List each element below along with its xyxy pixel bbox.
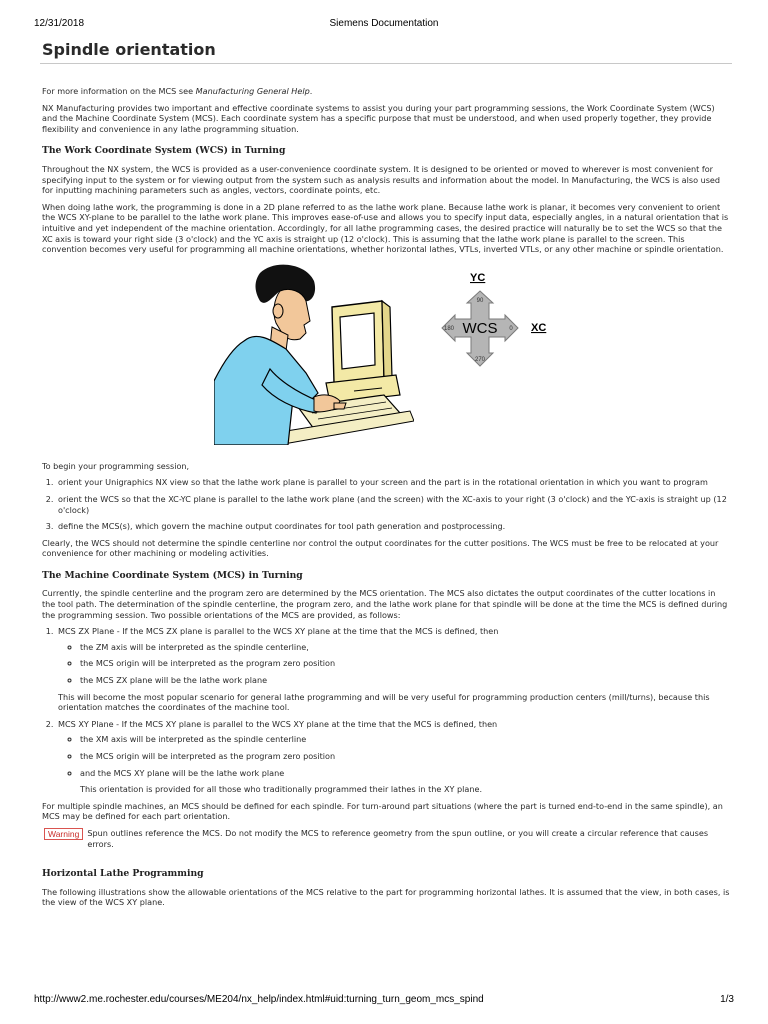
title-divider: [40, 63, 732, 64]
programming-steps: [42, 477, 730, 531]
article-body: [42, 86, 730, 914]
list-item: ◦ the MCS origin will be interpreted as the program zero position: [80, 658, 730, 669]
mcs-xy-note: This orientation is provided for all those who traditionally programmed their lathes in the XY plane.: [80, 784, 483, 795]
list-item: ◦ the MCS ZX plane will be the lathe work plane: [80, 675, 730, 686]
more-info-paragraph: [42, 86, 730, 97]
xc-axis-label: XC: [531, 321, 547, 334]
more-info-prefix: For more information on the MCS see: [42, 86, 196, 96]
list-item: 3. define the MCS(s), which govern the machine output coordinates for tool path generation and postprocessing.: [56, 521, 730, 532]
manufacturing-help-link[interactable]: Manufacturing General Help: [195, 86, 310, 96]
list-item: 2. orient the WCS so that the XC-YC plane is parallel to the lathe work plane (and the screen) with the XC-axis to your right (3 o'clock) and the YC-axis is straight up (12 o'clock): [56, 494, 730, 515]
mcs-xy-text: MCS XY Plane - If the MCS XY plane is parallel to the WCS XY plane at the time that the MCS is defined, then: [58, 718, 498, 729]
wcs-direction-diagram: [430, 269, 570, 387]
intro-paragraph: NX Manufacturing provides two important and effective coordinate systems to assist you during your part programming sessions, the Work Coordinate System (WCS) and the Machine Coordinate System (MCS). Each coordinate system has a specific purpose that must be understood, and when used properly together, they provide flexibility and convenience in any lathe programming situation.: [42, 102, 715, 134]
warning-note: [44, 828, 730, 849]
angle-180-label: 180: [443, 325, 455, 332]
mcs-zx-sublist: [58, 642, 730, 686]
clearly-paragraph: Clearly, the WCS should not determine the spindle centerline nor control the output coordinates for the cutter positions. The WCS must be free to be relocated at your convenience for other machining or modeling activities.: [42, 537, 719, 559]
mcs-zx-text: MCS ZX Plane - If the MCS ZX plane is parallel to the WCS XY plane at the time that the MCS is defined, then: [58, 626, 499, 637]
angle-270-label: 270: [474, 356, 486, 363]
list-item: 1. orient your Unigraphics NX view so that the lathe work plane is parallel to your screen and the part is in the rotational orientation in which you want to program: [56, 477, 730, 488]
programming-intro: To begin your programming session,: [42, 460, 190, 471]
horizontal-lathe-heading: Horizontal Lathe Programming: [42, 868, 204, 880]
more-info-suffix: .: [309, 86, 313, 96]
mcs-zx-note: This will become the most popular scenario for general lathe programming and will be very useful for programming production centers (mill/turns), because this orientation matches the coordinates of the machine tool.: [58, 691, 710, 713]
mcs-orientation-list: [42, 626, 730, 795]
list-item: ◦ and the MCS XY plane will be the lathe work plane: [80, 768, 730, 779]
warning-badge: Warning: [44, 828, 83, 840]
page-number: 1/3: [720, 994, 734, 1005]
wcs-figure: [42, 261, 730, 447]
print-doc-title: Siemens Documentation: [329, 18, 439, 29]
mcs-paragraph: Currently, the spindle centerline and the program zero are determined by the MCS orientation. The MCS also dictates the output coordinates of the cutter locations in the tool path. The determination of the spindle centerline, the program zero, and the lathe work plane for that spindle will be done at the time the MCS is defined during the programming session. Two possible orientations of the MCS are provided, as follows:: [42, 588, 728, 620]
horizontal-lathe-paragraph: The following illustrations show the allowable orientations of the MCS relative to the part for programming horizontal lathes. It is assumed that the view, in both cases, is the view of the WCS XY plane.: [42, 886, 730, 908]
multiple-spindle-paragraph: For multiple spindle machines, an MCS should be defined for each spindle. For turn-around part situations (where the part is turned end-to-end in the same spindle), an MCS may be defined for each part orientation.: [42, 800, 723, 822]
angle-0-label: 0: [509, 325, 513, 332]
wcs-paragraph-1: Throughout the NX system, the WCS is provided as a user-convenience coordinate system. It is designed to be oriented or moved to wherever is most convenient for specifying input to the system or for viewing output from the system such as analysis results and information about the model. In Manufacturing, the WCS is also used for inputting machining parameters such as angles, vectors, coordinate points, etc.: [42, 163, 721, 196]
list-item: [56, 719, 730, 795]
list-item: ◦ the MCS origin will be interpreted as the program zero position: [80, 751, 730, 762]
angle-90-label: 90: [476, 297, 484, 304]
person-at-computer-illustration: [214, 261, 414, 445]
mcs-heading: The Machine Coordinate System (MCS) in Turning: [42, 569, 303, 581]
yc-axis-label: YC: [470, 271, 486, 284]
print-date: 12/31/2018: [34, 18, 85, 29]
wcs-center-label: WCS: [462, 319, 498, 337]
list-item: ◦ the ZM axis will be interpreted as the spindle centerline,: [80, 642, 730, 653]
print-url[interactable]: http://www2.me.rochester.edu/courses/ME204/nx_help/index.html#uid:turning_turn_geom_mcs_spind: [34, 994, 484, 1005]
warning-text: Spun outlines reference the MCS. Do not modify the MCS to reference geometry from the spun outline, or you will create a circular reference that causes errors.: [87, 827, 709, 849]
page-title: Spindle orientation: [42, 40, 216, 59]
mcs-xy-sublist: [58, 734, 730, 778]
wcs-heading: The Work Coordinate System (WCS) in Turning: [42, 145, 286, 157]
list-item: [56, 626, 730, 713]
list-item: ◦ the XM axis will be interpreted as the spindle centerline: [80, 734, 730, 745]
print-header: [34, 18, 734, 32]
wcs-paragraph-2: When doing lathe work, the programming is done in a 2D plane referred to as the lathe work plane. Because lathe work is planar, it becomes very convenient to orient the WCS XY-plane to be parallel to the lathe work plane. This improves ease-of-use and allows you to specify input data, especially angles, in a natural orientation that is intuitive and yet independent of the machine orientation. Accordingly, for all lathe programming cases, the desired practice will naturally be to set the WCS so that the XC axis is toward your right side (3 o'clock) and the YC axis is straight up (12 o'clock). This is assuming that the lathe work plane is parallel to the screen. This convention becomes very useful for programming all machine orientations, whether horizontal lathes, VTLs, inverted VTLs, or any other machine or spindle orientation.: [42, 201, 729, 255]
